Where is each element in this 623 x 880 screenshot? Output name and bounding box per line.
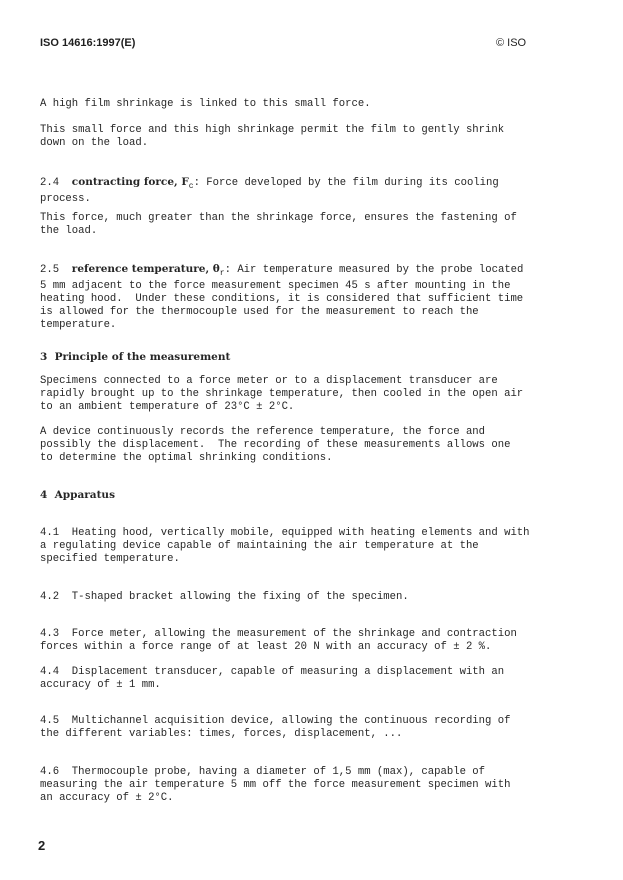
definition-term: contracting force, F xyxy=(71,176,189,188)
apparatus-item: 4.4 Displacement transducer, capable of measuring a displacement with an accuracy of ± 1 mm. xyxy=(40,666,505,691)
page-number: 2 xyxy=(38,838,46,853)
clause-number: 2.4 xyxy=(40,177,60,189)
apparatus-item: 4.5 Multichannel acquisition device, allowing the continuous recording of the different variables: times, forces, displacement, ... xyxy=(40,715,511,740)
paragraph: Specimens connected to a force meter or to a displacement transducer are rapidly brought up to the shrinkage temperature, then cooled in the open air to an ambient temperature of 23°C ± 2°C. xyxy=(40,375,524,413)
definition-text: : Force developed by the film during its cooling process. xyxy=(40,177,499,205)
copyright-notice: © ISO xyxy=(496,37,527,49)
subscript: r xyxy=(219,269,225,278)
apparatus-item: 4.3 Force meter, allowing the measurement of the shrinkage and contraction forces within a force range of at least 20 N with an accuracy of ± 2 %. xyxy=(40,628,517,653)
paragraph: This small force and this high shrinkage permit the film to gently shrink down on the load. xyxy=(40,124,505,149)
apparatus-item: 4.1 Heating hood, vertically mobile, equipped with heating elements and with a regulating device capable of maintaining the air temperature at the specified temperature. xyxy=(40,527,530,565)
subscript: c xyxy=(188,182,194,191)
apparatus-item: 4.2 T-shaped bracket allowing the fixing of the specimen. xyxy=(40,591,409,603)
apparatus-item: 4.6 Thermocouple probe, having a diameter of 1,5 mm (max), capable of measuring the air temperature 5 mm off the force measurement specimen with an accuracy of ± 2°C. xyxy=(40,766,511,804)
paragraph: This force, much greater than the shrinkage force, ensures the fastening of the load. xyxy=(40,212,517,237)
paragraph: A high film shrinkage is linked to this small force. xyxy=(40,98,371,110)
definition-term: reference temperature, θ xyxy=(71,263,220,275)
definition-text: : Air temperature measured by the probe located 5 mm adjacent to the force measurement specimen 45 s after mounting in the heating hood. Under these conditions, it is considered that sufficient time is allowed for the thermocouple used for the measurement to reach the temperature. xyxy=(40,264,524,331)
definition-contracting-force xyxy=(40,176,520,206)
section-heading-apparatus: 4 Apparatus xyxy=(40,489,115,501)
paragraph: A device continuously records the reference temperature, the force and possibly the displacement. The recording of these measurements allows one to determine the optimal shrinking conditions. xyxy=(40,426,511,464)
section-heading-principle: 3 Principle of the measurement xyxy=(40,351,231,363)
standard-number: ISO 14616:1997(E) xyxy=(40,37,136,49)
definition-reference-temperature xyxy=(40,263,524,332)
clause-number: 2.5 xyxy=(40,264,60,276)
